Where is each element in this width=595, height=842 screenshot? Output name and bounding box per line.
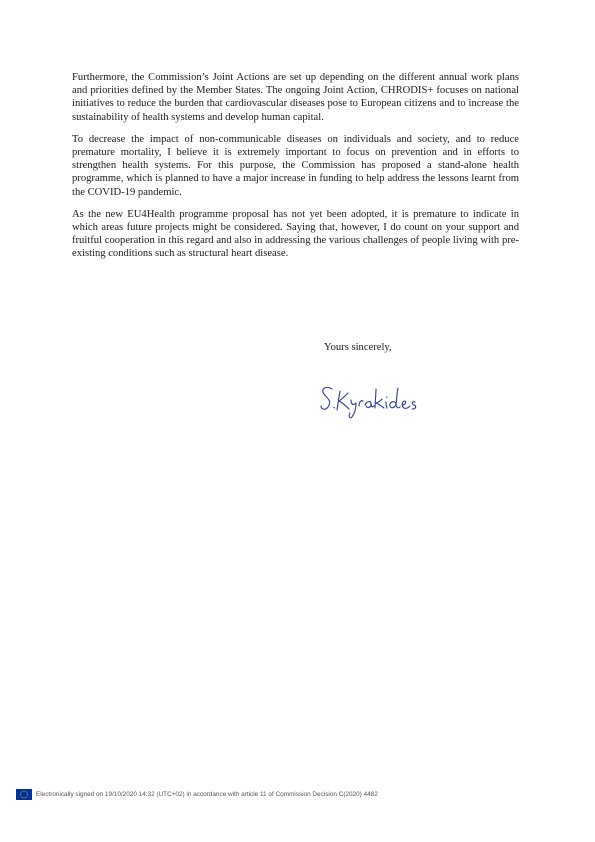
paragraph-prevention: To decrease the impact of non-communicable diseases on individuals and society, and to reduce premature mortality, I believe it is extremely important to focus on prevention and in efforts to strengthen health systems. For this purpose, the Commission has proposed a stand-alone health programme, which is planned to have a major increase in funding to help address the lessons learnt from the COVID-19 pandemic. bbox=[72, 133, 519, 198]
handwritten-signature bbox=[318, 375, 438, 420]
e-signature-footer bbox=[16, 788, 378, 800]
paragraph-joint-actions: Furthermore, the Commission’s Joint Actions are set up depending on the different annual work plans and priorities defined by the Member States. The ongoing Joint Action, CHRODIS+ focuses on national initiatives to reduce the burden that cardiovascular diseases pose to European citizens and to increase the sustainability of health systems and develop human capital. bbox=[72, 72, 519, 123]
footer-signature-note: Electronically signed on 19/10/2020 14:32 (UTC+02) in accordance with article 11 of Commission Decision C(2020) 4482 bbox=[36, 790, 378, 798]
paragraph-eu4health: As the new EU4Health programme proposal has not yet been adopted, it is premature to indicate in which areas future projects might be considered. Saying that, however, I do count on your support and fruitful cooperation in this regard and also in addressing the various challenges of people living with pre-existing conditions such as structural heart disease. bbox=[72, 208, 519, 260]
closing-salutation: Yours sincerely, bbox=[324, 342, 392, 353]
eu-flag-icon bbox=[16, 789, 32, 800]
letter-body bbox=[72, 71, 519, 270]
